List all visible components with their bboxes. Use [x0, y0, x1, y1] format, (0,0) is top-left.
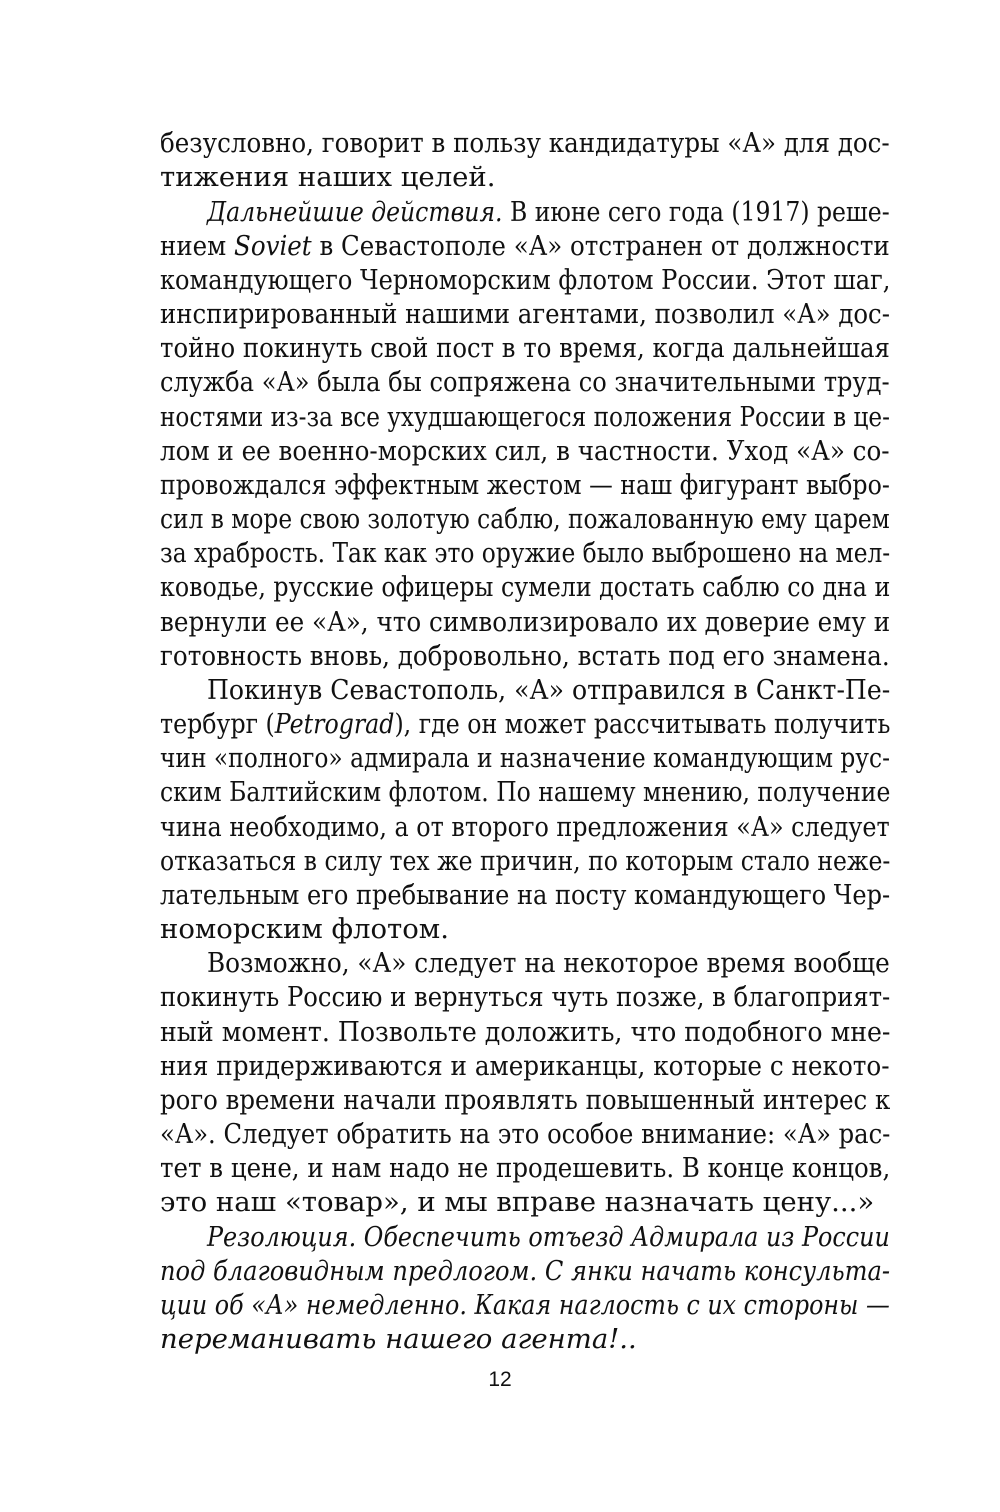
text-line: номорским флотом.	[160, 913, 449, 945]
text-line: ностями из-за все ухудшающегося положения России в це-	[160, 401, 890, 433]
text-line: лом и ее военно-морских сил, в частности. Уход «А» со-	[160, 435, 890, 467]
text-line: ским Балтийским флотом. По нашему мнению, получение	[160, 776, 891, 808]
text-line: сил в море свою золотую саблю, пожалованную ему царем	[160, 503, 890, 535]
text-line	[207, 195, 890, 229]
text-line: готовность вновь, добровольно, встать под его знамена.	[160, 640, 890, 672]
italic-run: Дальнейшие действия.	[207, 196, 503, 228]
text-run: ), где он может рассчитывать получить	[394, 708, 891, 740]
text-line: тет в цене, и нам надо не продешевить. В конце концов,	[160, 1152, 891, 1184]
text-line: лательным его пребывание на посту командующего Чер-	[160, 879, 891, 911]
text-line: вернули ее «А», что символизировало их доверие ему и	[160, 606, 891, 638]
text-line	[160, 707, 890, 741]
text-line: провождался эффектным жестом — наш фигурант выбро-	[160, 469, 890, 501]
text-line: за храбрость. Так как это оружие было выброшено на мел-	[160, 537, 891, 569]
text-line: переманивать нашего агента!..	[160, 1323, 637, 1355]
text-line: ции об «А» немедленно. Какая наглость с их стороны —	[160, 1289, 890, 1321]
text-line: покинуть Россию и вернуться чуть позже, в благоприят-	[160, 981, 891, 1013]
text-line: под благовидным предлогом. С янки начать консульта-	[160, 1255, 891, 1287]
text-line: командующего Черноморским флотом России. Этот шаг,	[160, 264, 891, 296]
text-line: Покинув Севастополь, «А» отправился в Санкт-Пе-	[207, 674, 891, 706]
text-line: тижения наших целей.	[160, 161, 496, 193]
text-line: это наш «товар», и мы вправе назначать цену...»	[160, 1186, 875, 1218]
text-line: Резолюция. Обеспечить отъезд Адмирала из России	[207, 1221, 890, 1253]
text-line: инспирированный нашими агентами, позволил «А» дос-	[160, 298, 890, 330]
text-run: в Севастополе «А» отстранен от должности	[311, 230, 890, 262]
text-line: «А». Следует обратить на это особое внимание: «А» рас-	[160, 1118, 891, 1150]
text-line: чина необходимо, а от второго предложения «А» следует	[160, 811, 890, 843]
text-line: безусловно, говорит в пользу кандидатуры «А» для дос-	[160, 127, 890, 159]
text-line: рого времени начали проявлять повышенный интерес к	[160, 1084, 891, 1116]
text-line: ководье, русские офицеры сумели достать саблю со дна и	[160, 571, 891, 603]
text-run: В июне сего года (1917) реше-	[502, 196, 890, 228]
text-line	[160, 229, 890, 263]
text-line: отказаться в силу тех же причин, по которым стало неже-	[160, 845, 891, 877]
text-line: ный момент. Позвольте доложить, что подобного мне-	[160, 1016, 891, 1048]
text-line: тойно покинуть свой пост в то время, когда дальнейшая	[160, 332, 890, 364]
text-line: ния придерживаются и американцы, которые с некото-	[160, 1050, 890, 1082]
page-number: 12	[488, 1368, 512, 1391]
italic-run: Petrograd	[274, 708, 395, 740]
italic-run: Soviet	[234, 230, 312, 262]
text-line: Возможно, «А» следует на некоторое время вообще	[207, 947, 890, 979]
text-run: нием	[160, 230, 235, 262]
text-line: чин «полного» адмирала и назначение командующим рус-	[160, 742, 890, 774]
text-line: служба «А» была бы сопряжена со значительными труд-	[160, 366, 890, 398]
text-run: тербург (	[160, 708, 275, 740]
